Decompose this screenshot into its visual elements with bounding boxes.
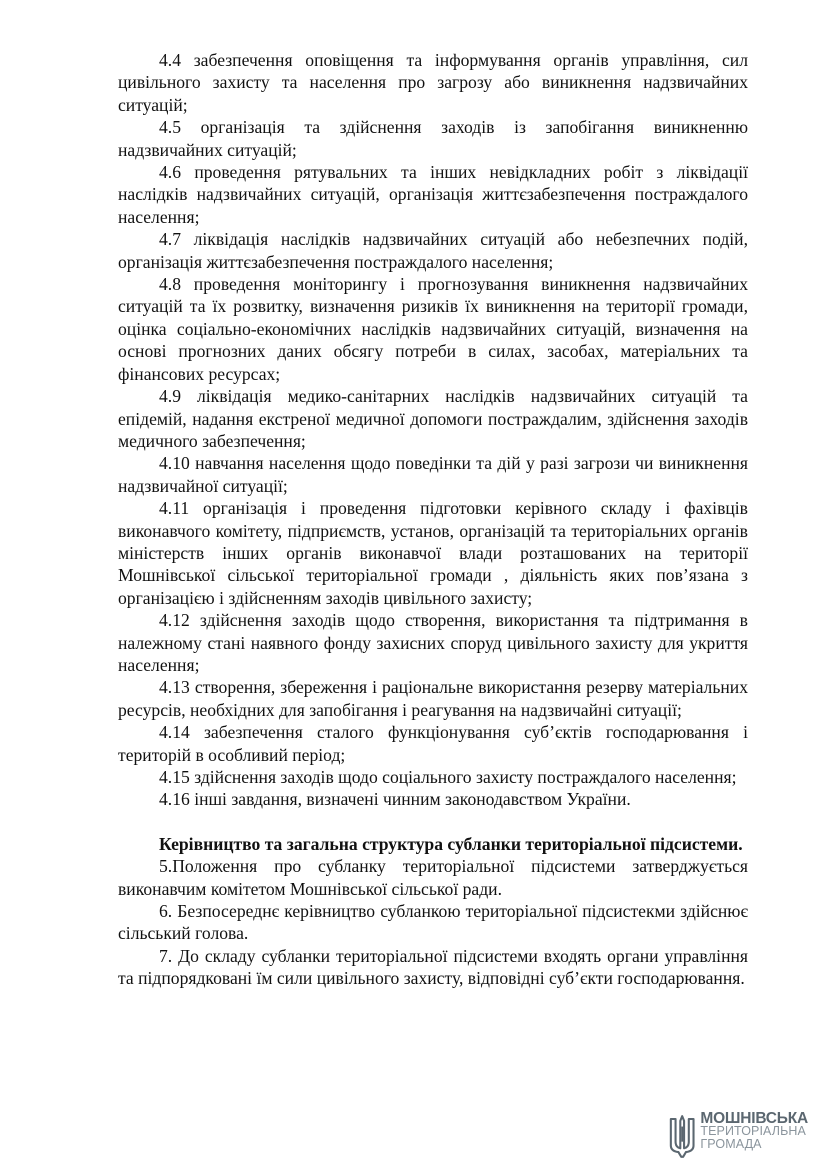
paragraph-4-10: 4.10 навчання населення щодо поведінки та дій у разі загрози чи виникнення надзвичайної ситуації; bbox=[118, 453, 748, 496]
paragraph-4-9: 4.9 ліквідація медико-санітарних наслідків надзвичайних ситуацій та епідемій, надання екстреної медичної допомоги постраждалим, здійснення заходів медичного забезпечення; bbox=[118, 386, 748, 451]
paragraph-7: 7. До складу субланки територіальної підсистеми входять органи управління та підпорядковані їм сили цивільного захисту, відповідні суб’єкти господарювання. bbox=[118, 945, 748, 989]
paragraph-4-4: 4.4 забезпечення оповіщення та інформування органів управління, сил цивільного захисту та населення про загрозу або виникнення надзвичайних ситуацій; bbox=[118, 50, 748, 115]
paragraph-4-6: 4.6 проведення рятувальних та інших невідкладних робіт з ліквідації наслідків надзвичайних ситуацій, організація життєзабезпечення постраждалого населення; bbox=[118, 162, 748, 227]
paragraph-6: 6. Безпосереднє керівництво субланкою територіальної підсистекми здійснює сільський голова. bbox=[118, 901, 748, 944]
paragraph-4-14: 4.14 забезпечення сталого функціонування суб’єктів господарювання і територій в особливий період; bbox=[118, 722, 748, 765]
paragraph-4-11: 4.11 організація і проведення підготовки керівного складу і фахівців виконавчого комітету, підприємств, установ, організацій та територіальних органів міністерств інших органів виконавчої влади розташованих на території Мошнівської сільської територіальної громади , діяльність яких пов’язана з організацією і здійсненням заходів цивільного захисту; bbox=[118, 498, 748, 608]
paragraph-4-16: 4.16 інші завдання, визначені чинним законодавством України. bbox=[159, 789, 631, 810]
logo-text bbox=[700, 1112, 808, 1151]
document-page bbox=[118, 49, 748, 990]
paragraph-4-7: 4.7 ліквідація наслідків надзвичайних ситуацій або небезпечних подій, організація життєзабезпечення постраждалого населення; bbox=[118, 229, 748, 272]
paragraph-4-5: 4.5 організація та здійснення заходів із запобігання виникненню надзвичайних ситуацій; bbox=[118, 117, 748, 160]
paragraph-spacer bbox=[118, 811, 748, 833]
paragraph-4-8: 4.8 проведення моніторингу і прогнозування виникнення надзвичайних ситуацій та їх розвитку, визначення ризиків їх виникнення на території громади, оцінка соціально-економічних наслідків надзвичайних ситуацій, визначення на основі прогнозних даних обсягу потреби в силах, засобах, матеріальних та фінансових ресурсах; bbox=[118, 274, 748, 384]
community-logo bbox=[668, 1112, 808, 1162]
logo-line-3: ГРОМАДА bbox=[700, 1137, 762, 1151]
paragraph-4-12: 4.12 здійснення заходів щодо створення, використання та підтримання в належному стані наявного фонду захисних споруд цивільного захисту для укриття населення; bbox=[118, 610, 748, 675]
paragraph-4-15: 4.15 здійснення заходів щодо соціального захисту постраждалого населення; bbox=[159, 767, 737, 787]
paragraph-5: 5.Положення про субланку територіальної підсистеми затверджується виконавчим комітетом Мошнівської сільської ради. bbox=[118, 856, 748, 899]
section-heading: Керівництво та загальна структура субланки територіальної підсистеми. bbox=[159, 833, 743, 854]
logo-name: МОШНІВСЬКА bbox=[700, 1110, 808, 1127]
logo-line-2: ТЕРИТОРІАЛЬНА bbox=[700, 1124, 806, 1138]
paragraph-4-13: 4.13 створення, збереження і раціональне використання резерву матеріальних ресурсів, необхідних для запобігання і реагування на надзвичайні ситуації; bbox=[118, 677, 748, 720]
trident-icon bbox=[668, 1112, 696, 1160]
